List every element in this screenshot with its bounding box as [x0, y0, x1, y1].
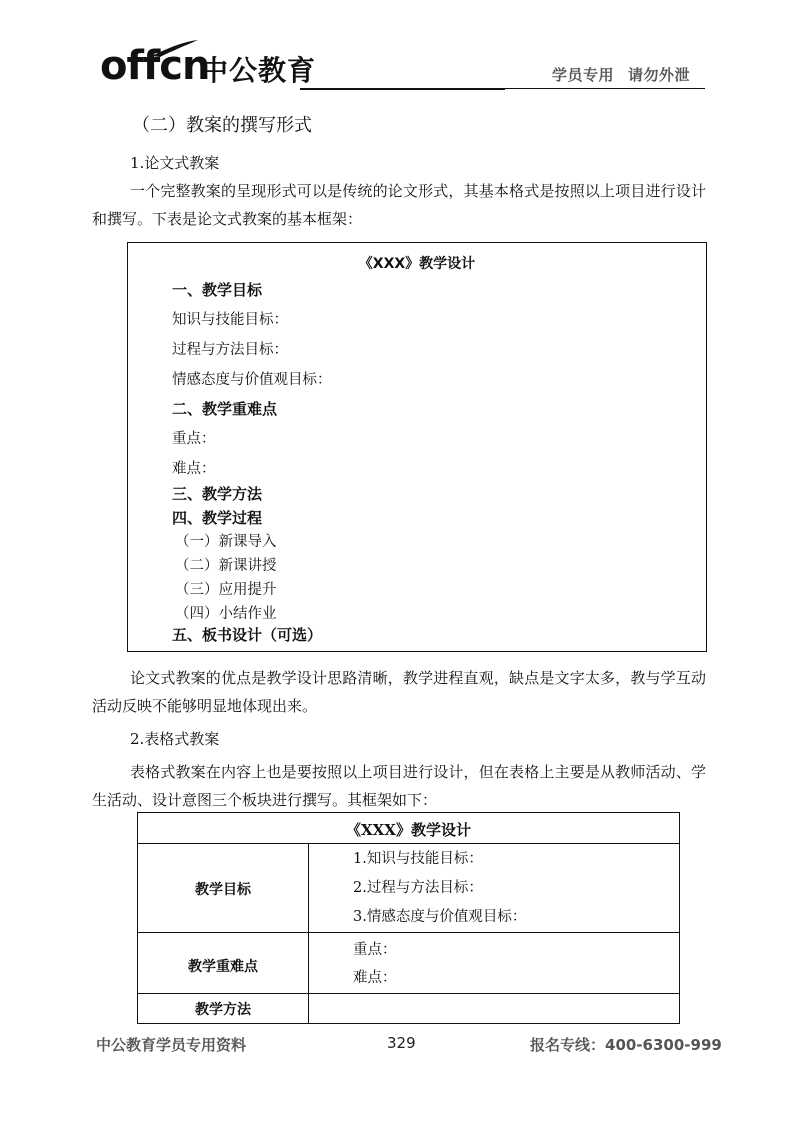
table-row-label: 教学方法: [195, 1002, 251, 1018]
box-step-summary: （四）小结作业: [175, 606, 277, 622]
table-title: 《XXX》教学设计: [346, 821, 471, 839]
box-line-difficult: 难点：: [172, 461, 216, 477]
table-cell: 难点：: [353, 970, 397, 986]
table-template: [137, 812, 680, 1024]
header-rule-thick: [300, 88, 505, 90]
box-heading-keypoints: 二、教学重难点: [172, 400, 278, 418]
part1-summary: 论文式教案的优点是教学设计思路清晰，教学进程直观，缺点是文字太多，教与学互动活动反映不能够明显地体现出来。: [92, 669, 706, 715]
part2-intro: 表格式教案在内容上也是要按照以上项目进行设计，但在表格上主要是从教师活动、学生活动、设计意图三个板块进行撰写。其框架如下：: [92, 763, 706, 809]
header-notice-right: 请勿外泄: [628, 66, 691, 84]
table-column-divider: [308, 843, 309, 1024]
header-notice: [552, 64, 690, 85]
box-step-intro: （一）新课导入: [175, 534, 277, 550]
logo-brand-name: 中公教育: [200, 54, 317, 87]
table-row-label: 教学目标: [195, 882, 251, 898]
essay-template-title: 《XXX》教学设计: [358, 256, 476, 272]
part2-heading: 2.表格式教案: [130, 730, 220, 748]
logo-swoosh-icon: [150, 38, 200, 58]
header-rule-thin: [505, 88, 705, 89]
box-heading-process: 四、教学过程: [172, 509, 263, 527]
part1-intro: 一个完整教案的呈现形式可以是传统的论文形式，其基本格式是按照以上项目进行设计和撰写。下表是论文式教案的基本框架：: [92, 182, 706, 228]
essay-template-box: [127, 242, 707, 652]
table-cell: 3.情感态度与价值观目标：: [353, 909, 527, 925]
logo-wordmark: offcn: [100, 43, 210, 89]
box-line-attitude: 情感态度与价值观目标：: [172, 372, 332, 388]
table-rule: [138, 843, 679, 844]
box-line-process: 过程与方法目标：: [172, 342, 288, 358]
footer-brand-note: 中公教育学员专用资料: [96, 1036, 247, 1054]
box-step-teach: （二）新课讲授: [175, 558, 277, 574]
table-row-label: 教学重难点: [188, 959, 258, 975]
table-cell: 1.知识与技能目标：: [353, 851, 483, 867]
box-heading-objectives: 一、教学目标: [172, 281, 263, 299]
box-heading-board: 五、板书设计（可选）: [172, 626, 323, 644]
part1-heading: 1.论文式教案: [130, 154, 220, 172]
table-cell: 重点：: [353, 942, 397, 958]
footer-hotline: 报名专线：400-6300-999: [530, 1036, 722, 1054]
table-rule: [138, 932, 679, 933]
page-number: 329: [387, 1034, 416, 1052]
box-step-apply: （三）应用提升: [175, 582, 277, 598]
section-title: （二）教案的撰写形式: [132, 115, 312, 136]
table-cell: 2.过程与方法目标：: [353, 880, 483, 896]
box-line-knowledge: 知识与技能目标：: [172, 312, 288, 328]
box-line-key: 重点：: [172, 431, 216, 447]
box-heading-methods: 三、教学方法: [172, 485, 263, 503]
table-rule: [138, 993, 679, 994]
header-notice-left: 学员专用: [552, 66, 615, 84]
